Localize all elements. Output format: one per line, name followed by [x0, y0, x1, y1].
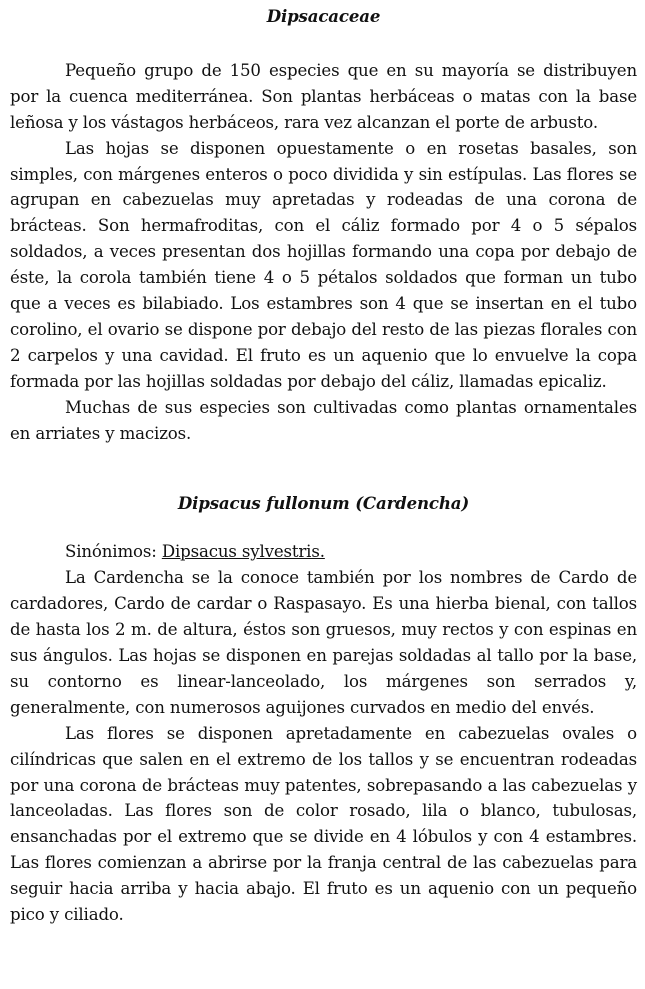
family-paragraph-3: Muchas de sus especies son cultivadas como plantas ornamentales en arriates y macizos. [10, 397, 637, 443]
family-title: Dipsacaceae [266, 6, 381, 26]
synonyms-label: Sinónimos: [65, 542, 157, 562]
species-paragraph-2: Las flores se disponen apretadamente en cabezuelas ovales o cilíndricas que salen en el extremo de los tallos y se encuentran rodeadas por una corona de brácteas muy patentes, sobrepasando a las cabezuelas y lanceoladas. Las flores son de color rosado, lila o blanco, tubulosas, ensanchadas por el extremo que se divide en 4 lóbulos y con 4 estambres. Las flores comienzan a abrirse por la franja central de las cabezuelas para seguir hacia arriba y hacia abajo. El fruto es un aquenio con un pequeño pico y ciliado. [10, 723, 637, 925]
synonyms-value: Dipsacus sylvestris. [161, 542, 325, 562]
synonyms-line [10, 539, 637, 565]
family-paragraph-2: Las hojas se disponen opuestamente o en rosetas basales, son simples, con márgenes enteros o poco dividida y sin estípulas. Las flores se agrupan en cabezuelas muy apretadas y rodeadas de una corona de brácteas. Son hermafroditas, con el cáliz formado por 4 o 5 sépalos soldados, a veces presentan dos hojillas formando una copa por debajo de éste, la corola también tiene 4 o 5 pétalos soldados que forman un tubo que a veces es bilabiado. Los estambres son 4 que se insertan en el tubo corolino, el ovario se dispone por debajo del resto de las piezas florales con 2 carpelos y una cavidad. El fruto es un aquenio que lo envuelve la copa formada por las hojillas soldadas por debajo del cáliz, llamadas epicaliz. [10, 138, 637, 391]
species-title: Dipsacus fullonum (Cardencha) [177, 492, 470, 513]
family-paragraph-1: Pequeño grupo de 150 especies que en su mayoría se distribuyen por la cuenca mediterránea. Son plantas herbáceas o matas con la base leñosa y los vástagos herbáceos, rara vez alcanzan el porte de arbusto. [10, 60, 637, 132]
species-paragraph-1: La Cardencha se la conoce también por los nombres de Cardo de cardadores, Cardo de cardar o Raspasayo. Es una hierba bienal, con tallos de hasta los 2 m. de altura, éstos son gruesos, muy rectos y con espinas en sus ángulos. Las hojas se disponen en parejas soldadas al tallo por la base, su contorno es linear-lanceolado, los márgenes son serrados y, generalmente, con numerosos aguijones curvados en medio del envés. [10, 568, 637, 717]
